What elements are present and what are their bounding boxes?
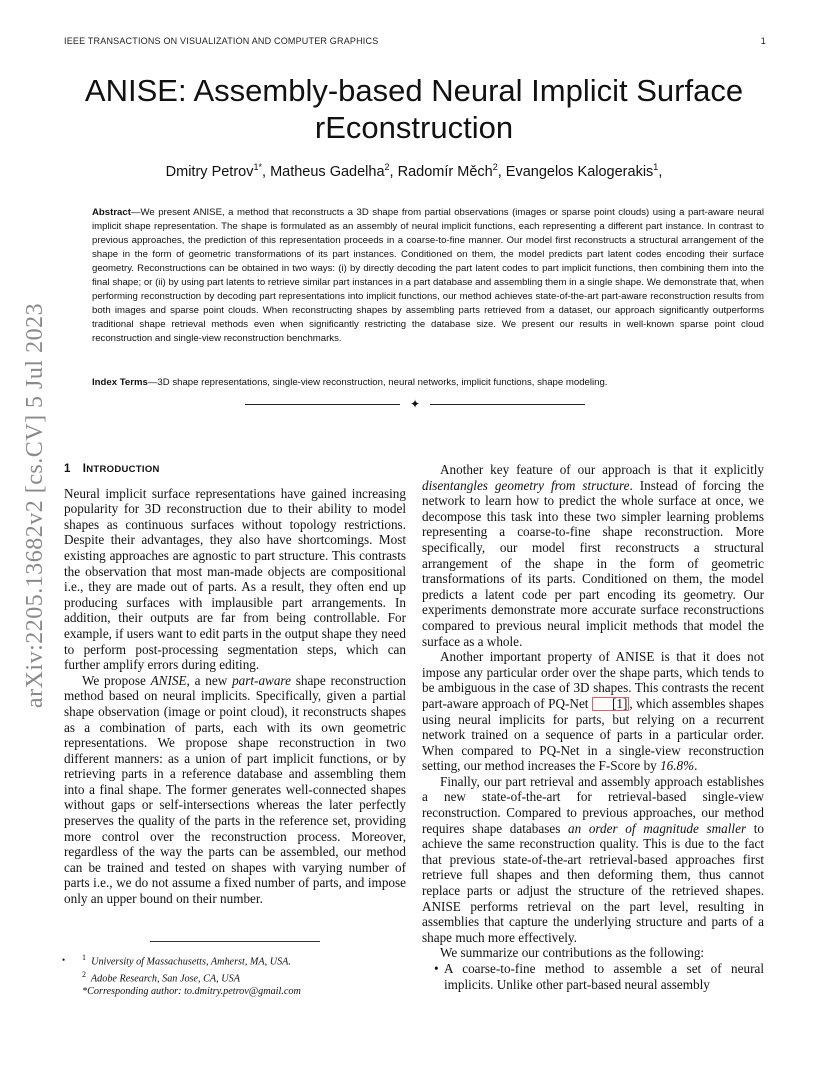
bullet-icon: •	[434, 961, 439, 976]
page-number: 1	[760, 36, 766, 46]
footnote: *Corresponding author: to.dmitry.petrov@gmail.com	[82, 985, 301, 997]
text-run: We propose	[82, 672, 151, 688]
abstract	[92, 206, 764, 346]
right-column	[422, 462, 764, 992]
paper-title	[40, 72, 788, 146]
footnote-text: University of Massachusetts, Amherst, MA, USA.	[91, 956, 291, 968]
footnote-marker: 1	[82, 953, 86, 962]
paragraph	[422, 774, 764, 946]
separator-star-icon: ✦	[409, 397, 421, 411]
text-run: . Instead of forcing the network to learn how to predict the whole surface at once, we decompose this task into these two simpler learning problems representing a coarse-to-fine shape reconstruction. More specifically, our model first reconstructs a structural arrangement of the shape in the form of geometric transformations of its parts. Conditioned on them, the model predicts a latent code per part encoding its geometry. Our experiments demonstrate more accurate surface reconstructions compared to previous neural implicit methods that model the surface as a whole.	[422, 477, 764, 649]
text-run: .	[694, 758, 698, 774]
separator-line	[430, 404, 585, 405]
text-run: , a new	[186, 672, 233, 688]
section-title-rest: NTRODUCTION	[86, 464, 160, 475]
text-run: shape reconstruction method based on neural implicits. Specifically, given a partial shape observation (image or point cloud), it reconstructs shapes as a combination of parts, each with its own geometric representations. We propose shape reconstruction in two different manners: as a union of part implicit functions, or by retrieving parts in a reference database and assembling them into a final shape. The former generates well-connected shapes without gaps or self-intersections whereas the later perfectly preserves the quality of the parts in the reference set, providing more control over the reconstruction process. Moreover, regardless of the way the parts can be assembled, our method can be trained and tested on shapes with varying number of parts i.e., we do not assume a fixed number of parts, and impose only an upper bound on their number.	[64, 672, 406, 907]
list-item	[422, 961, 764, 992]
journal-name: IEEE TRANSACTIONS ON VISUALIZATION AND COMPUTER GRAPHICS	[64, 36, 379, 46]
paragraph: We summarize our contributions as the following:	[440, 945, 705, 961]
contribution-list	[422, 961, 764, 992]
author-affiliation: 1	[653, 162, 659, 172]
index-terms-label: Index Terms	[92, 377, 148, 388]
text-run: Finally, our part retrieval and assembly approach establishes a new state-of-the-art for retrieval-based single-view reconstruction. Compared to previous approaches, our method requires shape databases	[422, 773, 764, 836]
list-item-text: A coarse-to-fine method to assemble a set of neural implicits. Unlike other part-based neural assembly	[444, 961, 764, 992]
metric-value: 16.8%	[660, 758, 695, 774]
emphasis: ANISE	[150, 672, 187, 688]
paragraph	[64, 673, 406, 907]
emphasis: disentangles geometry from structure	[422, 477, 630, 493]
author-affiliation: 2	[384, 162, 390, 172]
index-terms	[92, 376, 764, 390]
running-head	[64, 36, 766, 46]
paragraph	[422, 462, 764, 649]
separator-line	[245, 404, 400, 405]
arxiv-identifier: arXiv:2205.13682v2 [cs.CV] 5 Jul 2023	[22, 302, 49, 708]
footnotes	[62, 952, 382, 998]
index-terms-text: —3D shape representations, single-view reconstruction, neural networks, implicit functions, shape modeling.	[147, 377, 608, 388]
title-line-1: ANISE: Assembly-based Neural Implicit Surface	[84, 73, 744, 108]
emphasis: part-aware	[232, 672, 291, 688]
left-column	[64, 462, 406, 907]
text-run: Another key feature of our approach is that it explicitly	[440, 462, 764, 477]
footnote	[82, 952, 382, 969]
author-name: Dmitry Petrov	[165, 163, 254, 180]
abstract-label: Abstract	[92, 207, 131, 218]
section-number: 1	[64, 463, 71, 475]
abstract-text: —We present ANISE, a method that reconstructs a 3D shape from partial observations (images or sparse point clouds) using a part-aware neural implicit shape representation. The shape is formulated as an assembly of neural implicit functions, each representing a different part instance. In contrast to previous approaches, the prediction of this representation proceeds in a coarse-to-fine manner. Our model first reconstructs a structural arrangement of the shape in the form of geometric transformations of its part instances. Conditioned on them, the model predicts part latent codes encoding their surface geometry. Reconstructions can be obtained in two ways: (i) by directly decoding the part latent codes to part implicit functions, then combining them into the final shape; or (ii) by using part latents to retrieve similar part instances in a part database and assembling them in a single shape. We demonstrate that, when performing reconstruction by decoding part representations into implicit functions, our method achieves state-of-the-art part-aware reconstruction results from both images and sparse point clouds. When reconstructing shapes by assembling parts retrieved from a dataset, our approach significantly outperforms traditional shape retrieval methods even when significantly restricting the database size. We present our results in well-known sparse point cloud reconstruction and single-view reconstruction benchmarks.	[92, 207, 764, 344]
section-separator	[245, 398, 585, 410]
section-heading	[64, 462, 406, 478]
author-name: Evangelos Kalogerakis	[505, 163, 654, 180]
text-run: to achieve the same reconstruction quality. This is due to the fact that previous state-of-the-art retrieval-based approaches first retrieve full shapes and then deforming them, thus cannot replace parts or adjust the structure of the retrieved shapes. ANISE performs retrieval on the part level, resulting in assemblies that capture the underlying structure and parts of a shape much more effectively.	[422, 820, 765, 945]
footnote	[82, 969, 382, 986]
author-affiliation: 2	[492, 162, 498, 172]
author-name: Matheus Gadelha	[270, 163, 385, 180]
citation-link[interactable]: [1]	[592, 697, 629, 711]
footnote-marker: 2	[82, 969, 86, 979]
text-run: , which assembles shapes using neural implicits for parts, but relying on a recurrent network trained on a sequence of parts in a particular order. When compared to PQ-Net in a single-view reconstruction setting, our method increases the F-Score by	[422, 695, 764, 774]
paragraph	[422, 649, 764, 774]
footnote-text: Adobe Research, San Jose, CA, USA	[90, 973, 240, 985]
author-name: Radomír Měch	[397, 163, 493, 180]
author-list: Dmitry Petrov$^{1*}$, Matheus Gadelha$^2$, Radomír Měch$^2$, Evangelos Kalogerakis$^1$,	[165, 162, 663, 180]
title-line-2: rEconstruction	[314, 110, 514, 145]
arxiv-stamp	[16, 300, 56, 710]
footnote-rule	[150, 941, 320, 942]
paragraph: Neural implicit surface representations have gained increasing popularity for 3D reconstruction due to their ability to model shapes as continuous surfaces without topology restrictions. Despite their advantages, they also have shortcomings. Most existing approaches are agnostic to part structure. This contrasts the observation that most man-made objects are compositional i.e., they are made out of parts. As a result, they often end up producing surfaces with implausible part arrangements. In addition, their outputs are far from being controllable. For example, if users want to edit parts in the output shape they need to perform post-processing segmentation steps, which can further amplify errors during editing.	[64, 485, 406, 673]
author-affiliation: 1*	[253, 162, 262, 172]
text-run: Another important property of ANISE is that it does not impose any particular order over the shape parts, which tends to be ambiguous in the case of 3D shapes. This contrasts the recent part-aware approach of PQ-Net	[422, 649, 764, 711]
section-title-initial: I	[82, 463, 87, 475]
emphasis: an order of magnitude smaller	[567, 820, 747, 836]
footnote-bullet: •	[62, 955, 66, 965]
